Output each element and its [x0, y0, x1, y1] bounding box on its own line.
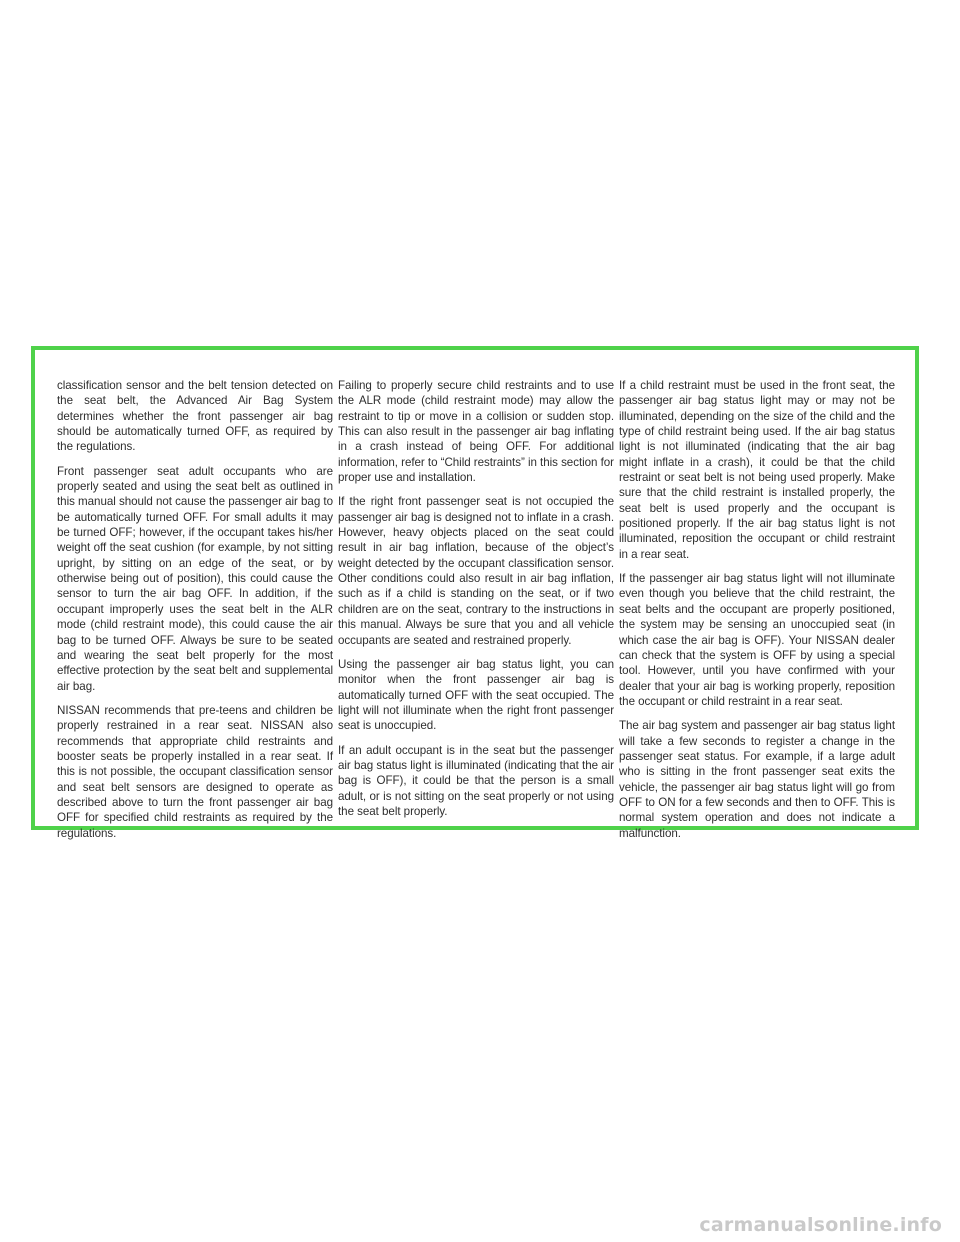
text-column-3 [619, 378, 895, 850]
text-column-1 [57, 378, 333, 850]
paragraph: If the right front passenger seat is not occupied the passenger air bag is designed not to inflate in a crash. However, heavy objects placed on the seat could result in air bag inflation, because of the object’s weight detected by the occupant classification sensor. Other conditions could also result in air bag inflation, such as if a child is standing on the seat, or if two children are on the seat, contrary to the instructions in this manual. Always be sure that you and all vehicle occupants are seated and restrained properly. [338, 495, 614, 647]
paragraph: classification sensor and the belt tension detected on the seat belt, the Advanced Air Bag System determines whether the front passenger air bag should be automatically turned OFF, as required by the regulations. [57, 379, 333, 454]
paragraph: Front passenger seat adult occupants who are properly seated and using the seat belt as outlined in this manual should not cause the passenger air bag to be automatically turned OFF. For small adults it may be turned OFF; however, if the occupant takes his/her weight off the seat cushion (for example, by not sitting upright, by sitting on an edge of the seat, or by otherwise being out of position), this could cause the sensor to turn the air bag OFF. In addition, if the occupant improperly uses the seat belt in the ALR mode (child restraint mode), this could cause the air bag to be turned OFF. Always be sure to be seated and wearing the seat belt properly for the most effective protection by the seat belt and supplemental air bag. [57, 464, 333, 693]
paragraph: If a child restraint must be used in the front seat, the passenger air bag status light may or may not be illuminated, depending on the size of the child and the type of child restraint being used. If the air bag status light is not illuminated (indicating that the air bag might inflate in a crash), it could be that the child restraint or seat belt is not being used properly. Make sure that the child restraint is installed properly, the seat belt is used properly and the occupant is positioned properly. If the air bag status light is not illuminated, reposition the occupant or child restraint in a rear seat. [619, 379, 895, 561]
paragraph: If the passenger air bag status light will not illuminate even though you believe that the child restraint, the seat belts and the occupant are properly positioned, the system may be sensing an unoccupied seat (in which case the air bag is OFF). Your NISSAN dealer can check that the system is OFF by using a special tool. However, until you have confirmed with your dealer that your air bag is working properly, reposition the occupant or child restraint in a rear seat. [619, 572, 895, 708]
paragraph: Failing to properly secure child restraints and to use the ALR mode (child restraint mode) may allow the restraint to tip or move in a collision or sudden stop. This can also result in the passenger air bag inflating in a crash instead of being OFF. For additional information, refer to “Child restraints” in this section for proper use and installation. [338, 379, 614, 485]
paragraph: Using the passenger air bag status light, you can monitor when the front passenger air bag is automatically turned OFF with the seat occupied. The light will not illuminate when the right front passenger seat is unoccupied. [338, 657, 614, 733]
paragraph: If an adult occupant is in the seat but the passenger air bag status light is illuminated (indicating that the air bag is OFF), it could be that the person is a small adult, or is not sitting on the seat properly or not using the seat belt properly. [338, 743, 614, 818]
text-column-2 [338, 378, 614, 850]
warning-frame [31, 346, 919, 840]
watermark: carmanualsonline.info [699, 1214, 942, 1236]
paragraph: The air bag system and passenger air bag status light will take a few seconds to register a change in the passenger seat status. For example, if a large adult who is sitting in the front passenger seat exits the vehicle, the passenger air bag status light will go from OFF to ON for a few seconds and then to OFF. This is normal system operation and does not indicate a malfunction. [619, 719, 895, 840]
paragraph: NISSAN recommends that pre-teens and children be properly restrained in a rear seat. NISSAN also recommends that appropriate child restraints and booster seats be properly installed in a rear seat. If this is not possible, the occupant classification sensor and seat belt sensors are designed to operate as described above to turn the front passenger air bag OFF for specified child restraints as required by the regulations. [57, 703, 333, 840]
text-columns [57, 378, 895, 850]
